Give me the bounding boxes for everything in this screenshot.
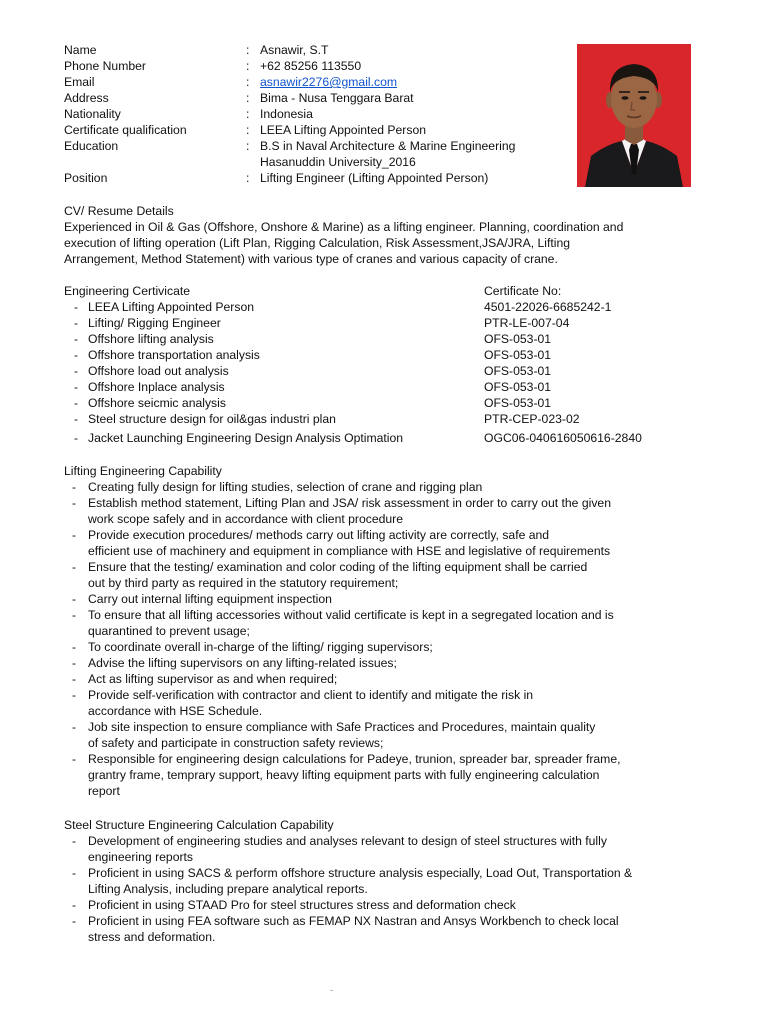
certificate-number: OFS-053-01 <box>484 380 552 394</box>
line: - Establish method statement, Lifting Plan and JSA/ risk assessment in order to carry out the given <box>88 496 611 510</box>
info-row-nationality <box>64 106 564 122</box>
line: out by third party as required in the statutory requirement; <box>88 576 399 590</box>
portrait-illustration <box>577 44 691 187</box>
info-row-email <box>64 74 564 90</box>
info-label: Nationality <box>64 107 121 121</box>
info-colon: : <box>246 139 250 153</box>
list-item <box>64 751 704 799</box>
certificate-row <box>64 363 704 379</box>
certificate-number: 4501-22026-6685242-1 <box>484 300 612 314</box>
dash: - <box>73 332 79 346</box>
info-colon: : <box>246 43 250 57</box>
info-label: Name <box>64 43 97 57</box>
certificate-name: Steel structure design for oil&gas industri plan <box>88 412 336 426</box>
certificate-row <box>64 411 704 427</box>
line: - Ensure that the testing/ examination and color coding of the lifting equipment shall be carried <box>88 560 588 574</box>
line: - Responsible for engineering design calculations for Padeye, trunion, spreader bar, spreader frame, <box>88 752 621 766</box>
list-item <box>64 833 704 865</box>
cv-line: Experienced in Oil & Gas (Offshore, Onshore & Marine) as a lifting engineer. Planning, coordination and <box>64 220 624 234</box>
certificate-name: Jacket Launching Engineering Design Analysis Optimation <box>88 431 404 445</box>
dash: - <box>73 364 79 378</box>
info-colon: : <box>246 75 250 89</box>
certificates-header <box>64 283 704 299</box>
line: - Provide self-verification with contractor and client to identify and mitigate the risk in <box>88 688 534 702</box>
personal-info <box>64 42 564 186</box>
list-item <box>64 671 704 687</box>
info-value: Lifting Engineer (Lifting Appointed Person) <box>260 171 489 185</box>
info-value <box>260 138 564 170</box>
info-label: Email <box>64 75 95 89</box>
certificate-name: Offshore load out analysis <box>88 364 229 378</box>
list-item <box>64 479 704 495</box>
certificate-name: Lifting/ Rigging Engineer <box>88 316 221 330</box>
certificate-name: Offshore Inplace analysis <box>88 380 225 394</box>
line: engineering reports <box>88 850 194 864</box>
email-link[interactable]: asnawir2276@gmail.com <box>260 75 398 89</box>
list-item <box>64 913 704 945</box>
line: - Advise the lifting supervisors on any lifting-related issues; <box>88 656 397 670</box>
certificate-number: PTR-CEP-023-02 <box>484 412 580 426</box>
lifting-capability-section <box>64 463 704 799</box>
certificate-name: LEEA Lifting Appointed Person <box>88 300 255 314</box>
list-item <box>64 639 704 655</box>
info-value: Asnawir, S.T <box>260 43 329 57</box>
info-label: Phone Number <box>64 59 146 73</box>
certificate-row <box>64 395 704 411</box>
cv-title: CV/ Resume Details <box>64 204 174 218</box>
certificate-row <box>64 331 704 347</box>
info-label: Certificate qualification <box>64 123 187 137</box>
certificate-row <box>64 430 704 446</box>
list-item <box>64 719 704 751</box>
list-item <box>64 527 704 559</box>
education-university: Hasanuddin University_2016 <box>260 155 416 169</box>
list-item <box>64 655 704 671</box>
info-colon: : <box>246 59 250 73</box>
certificate-row <box>64 347 704 363</box>
scan-mark <box>330 990 333 991</box>
dash: - <box>73 300 79 314</box>
lifting-title: Lifting Engineering Capability <box>64 464 222 478</box>
certificate-number: PTR-LE-007-04 <box>484 316 570 330</box>
list-item <box>64 687 704 719</box>
info-value: Indonesia <box>260 107 313 121</box>
info-label: Position <box>64 171 108 185</box>
certificates-title: Engineering Certivicate <box>64 284 191 298</box>
info-row-name <box>64 42 564 58</box>
line: - Creating fully design for lifting studies, selection of crane and rigging plan <box>88 480 483 494</box>
line: - Proficient in using STAAD Pro for steel structures stress and deformation check <box>88 898 516 912</box>
line: quarantined to prevent usage; <box>88 624 250 638</box>
dash: - <box>73 412 79 426</box>
certificate-name: Offshore seicmic analysis <box>88 396 226 410</box>
certificate-number: OFS-053-01 <box>484 332 552 346</box>
list-item <box>64 607 704 639</box>
line: accordance with HSE Schedule. <box>88 704 263 718</box>
certificate-row <box>64 379 704 395</box>
line: - Proficient in using SACS & perform offshore structure analysis especially, Load Out, Transportation & <box>88 866 633 880</box>
info-value: LEEA Lifting Appointed Person <box>260 123 427 137</box>
info-label: Address <box>64 91 109 105</box>
line: - Provide execution procedures/ methods carry out lifting activity are correctly, safe and <box>88 528 550 542</box>
line: efficient use of machinery and equipment in compliance with HSE and legislative of requirements <box>88 544 611 558</box>
info-colon: : <box>246 91 250 105</box>
cv-line: Arrangement, Method Statement) with various type of cranes and various capacity of crane. <box>64 252 558 266</box>
list-item <box>64 559 704 591</box>
line: report <box>88 784 120 798</box>
profile-photo <box>577 44 691 187</box>
lifting-list <box>64 479 704 799</box>
info-colon: : <box>246 171 250 185</box>
certificate-name: Offshore transportation analysis <box>88 348 260 362</box>
info-value: +62 85256 113550 <box>260 59 362 73</box>
line: - To coordinate overall in-charge of the lifting/ rigging supervisors; <box>88 640 433 654</box>
cv-details-section <box>64 203 704 267</box>
line: work scope safely and in accordance with client procedure <box>88 512 404 526</box>
line: - Carry out internal lifting equipment inspection <box>88 592 332 606</box>
info-row-education <box>64 138 564 170</box>
info-colon: : <box>246 107 250 121</box>
list-item <box>64 897 704 913</box>
list-item <box>64 591 704 607</box>
list-item <box>64 865 704 897</box>
certificate-name: Offshore lifting analysis <box>88 332 214 346</box>
line: stress and deformation. <box>88 930 216 944</box>
dash: - <box>73 380 79 394</box>
certificate-row <box>64 315 704 331</box>
info-colon: : <box>246 123 250 137</box>
info-label: Education <box>64 139 119 153</box>
dash: - <box>73 431 79 445</box>
certificates-section <box>64 283 704 446</box>
dash: - <box>73 348 79 362</box>
certificate-number: OFS-053-01 <box>484 364 552 378</box>
certificate-number: OFS-053-01 <box>484 348 552 362</box>
line: Lifting Analysis, including prepare analytical reports. <box>88 882 368 896</box>
certificate-no-title: Certificate No: <box>484 284 562 298</box>
info-value: Bima - Nusa Tenggara Barat <box>260 91 414 105</box>
line: of safety and participate in construction safety reviews; <box>88 736 384 750</box>
line: - Proficient in using FEA software such as FEMAP NX Nastran and Ansys Workbench to check local <box>88 914 619 928</box>
dash: - <box>73 316 79 330</box>
line: - Act as lifting supervisor as and when required; <box>88 672 338 686</box>
line: - Development of engineering studies and analyses relevant to design of steel structures with fully <box>88 834 607 848</box>
steel-capability-section <box>64 817 704 945</box>
info-row-position <box>64 170 564 186</box>
info-row-address <box>64 90 564 106</box>
line: - Job site inspection to ensure compliance with Safe Practices and Procedures, maintain quality <box>88 720 596 734</box>
line: grantry frame, temprary support, heavy lifting equipment parts with fully engineering calculation <box>88 768 600 782</box>
certificate-number: OFS-053-01 <box>484 396 552 410</box>
dash: - <box>73 396 79 410</box>
steel-title: Steel Structure Engineering Calculation Capability <box>64 818 334 832</box>
info-row-phone <box>64 58 564 74</box>
line: - To ensure that all lifting accessories without valid certificate is kept in a segregated location and is <box>88 608 614 622</box>
certificate-row <box>64 299 704 315</box>
education-degree: B.S in Naval Architecture & Marine Engineering <box>260 139 516 153</box>
certificate-number: OGC06-040616050616-2840 <box>484 431 642 445</box>
list-item <box>64 495 704 527</box>
steel-list <box>64 833 704 945</box>
info-row-certificate <box>64 122 564 138</box>
cv-line: execution of lifting operation (Lift Plan, Rigging Calculation, Risk Assessment,JSA/JRA, Lifting <box>64 236 571 250</box>
